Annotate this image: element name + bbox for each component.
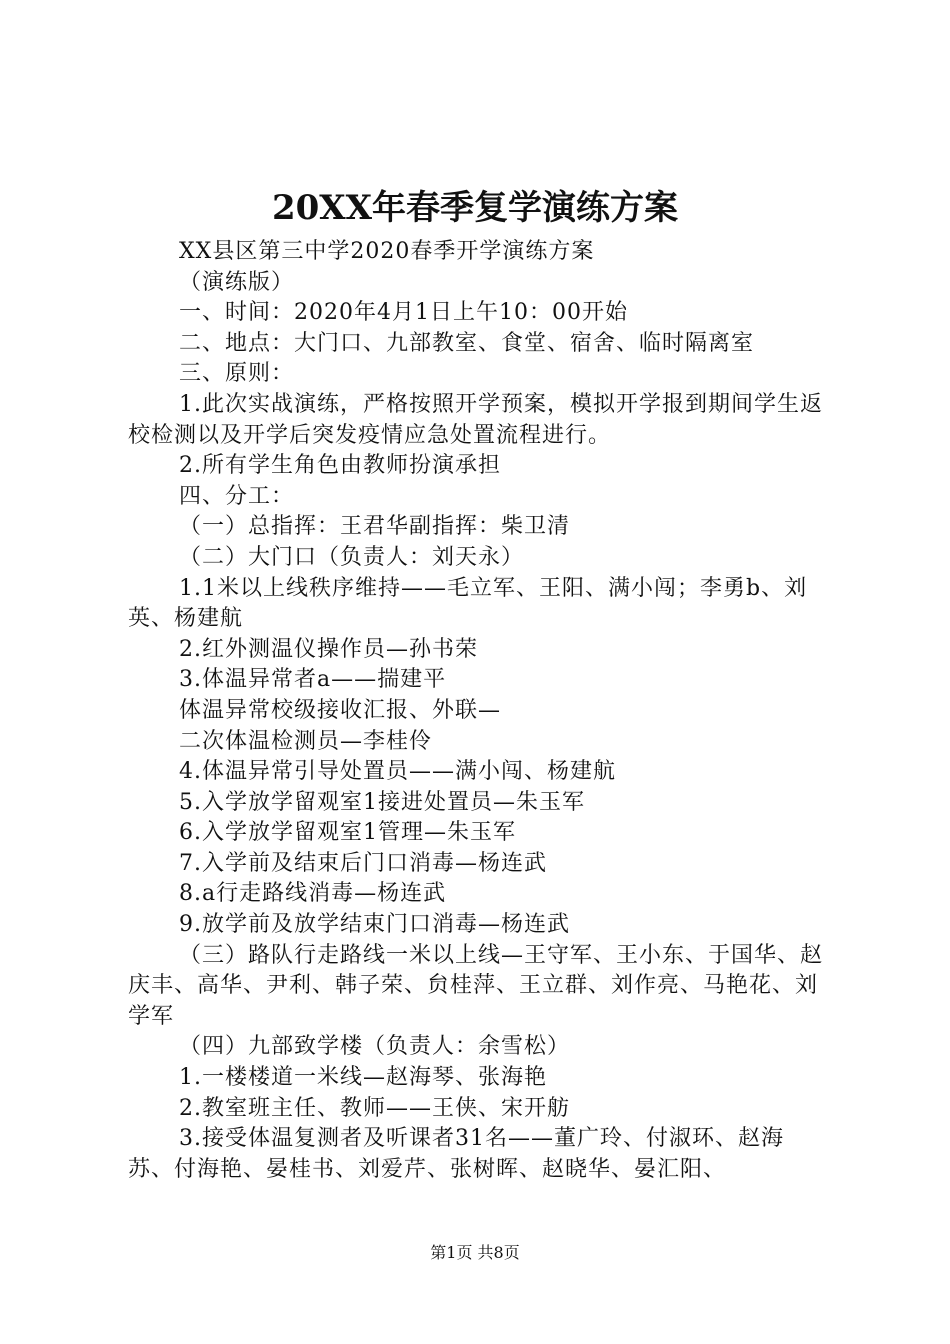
paragraph: （三）路队行走路线一米以上线—王守军、王小东、于国华、赵庆丰、高华、尹利、韩子荣、贠桂萍、王立群、刘作亮、马艳花、刘学军: [128, 942, 824, 1029]
paragraph: 3.体温异常者a——揣建平: [179, 667, 447, 693]
paragraph: 2.教室班主任、教师——王侠、宋开舫: [179, 1095, 570, 1121]
paragraph: 三、原则：: [179, 361, 295, 387]
page-footer: 第1页 共8页: [430, 1243, 520, 1262]
paragraph: 二次体温检测员—李桂伶: [179, 728, 433, 754]
paragraph: 1.1米以上线秩序维持——毛立军、王阳、满小闯；李勇b、刘英、杨建航: [128, 575, 808, 632]
paragraph: 7.入学前及结束后门口消毒—杨连武: [179, 850, 547, 876]
paragraph: 四、分工：: [179, 483, 295, 509]
document-body: [128, 237, 828, 1185]
paragraph: 8.a行走路线消毒—杨连武: [179, 881, 447, 907]
paragraph: 9.放学前及放学结束门口消毒—杨连武: [179, 912, 570, 938]
paragraph: 3.接受体温复测者及听课者31名——董广玲、付淑环、赵海苏、付海艳、晏桂书、刘爱芹、张树晖、赵晓华、晏汇阳、: [128, 1126, 784, 1182]
paragraph: （一）总指挥：王君华副指挥：柴卫清: [179, 514, 571, 540]
paragraph: 一、时间：2020年4月1日上午10：00开始: [179, 300, 628, 326]
paragraph: 1.一楼楼道一米线—赵海琴、张海艳: [179, 1065, 547, 1091]
paragraph: 2.红外测温仪操作员—孙书荣: [179, 636, 478, 662]
paragraph: 二、地点：大门口、九部教室、食堂、宿舍、临时隔离室: [179, 330, 755, 356]
document-title: 20XX年春季复学演练方案: [271, 188, 679, 228]
paragraph: （二）大门口（负责人：刘天永）: [179, 544, 525, 570]
paragraph: 2.所有学生角色由教师扮演承担: [179, 453, 501, 479]
paragraph: XX县区第三中学2020春季开学演练方案: [179, 239, 595, 264]
paragraph: 1.此次实战演练，严格按照开学预案，模拟开学报到期间学生返校检测以及开学后突发疫情应急处置流程进行。: [128, 391, 823, 448]
paragraph: （四）九部致学楼（负责人：余雪松）: [179, 1034, 571, 1060]
paragraph: 4.体温异常引导处置员——满小闯、杨建航: [179, 759, 616, 785]
paragraph: 6.入学放学留观室1管理—朱玉军: [179, 820, 516, 846]
paragraph: （演练版）: [179, 269, 295, 295]
paragraph: 体温异常校级接收汇报、外联—: [179, 697, 502, 723]
paragraph: 5.入学放学留观室1接进处置员—朱玉军: [179, 789, 585, 815]
